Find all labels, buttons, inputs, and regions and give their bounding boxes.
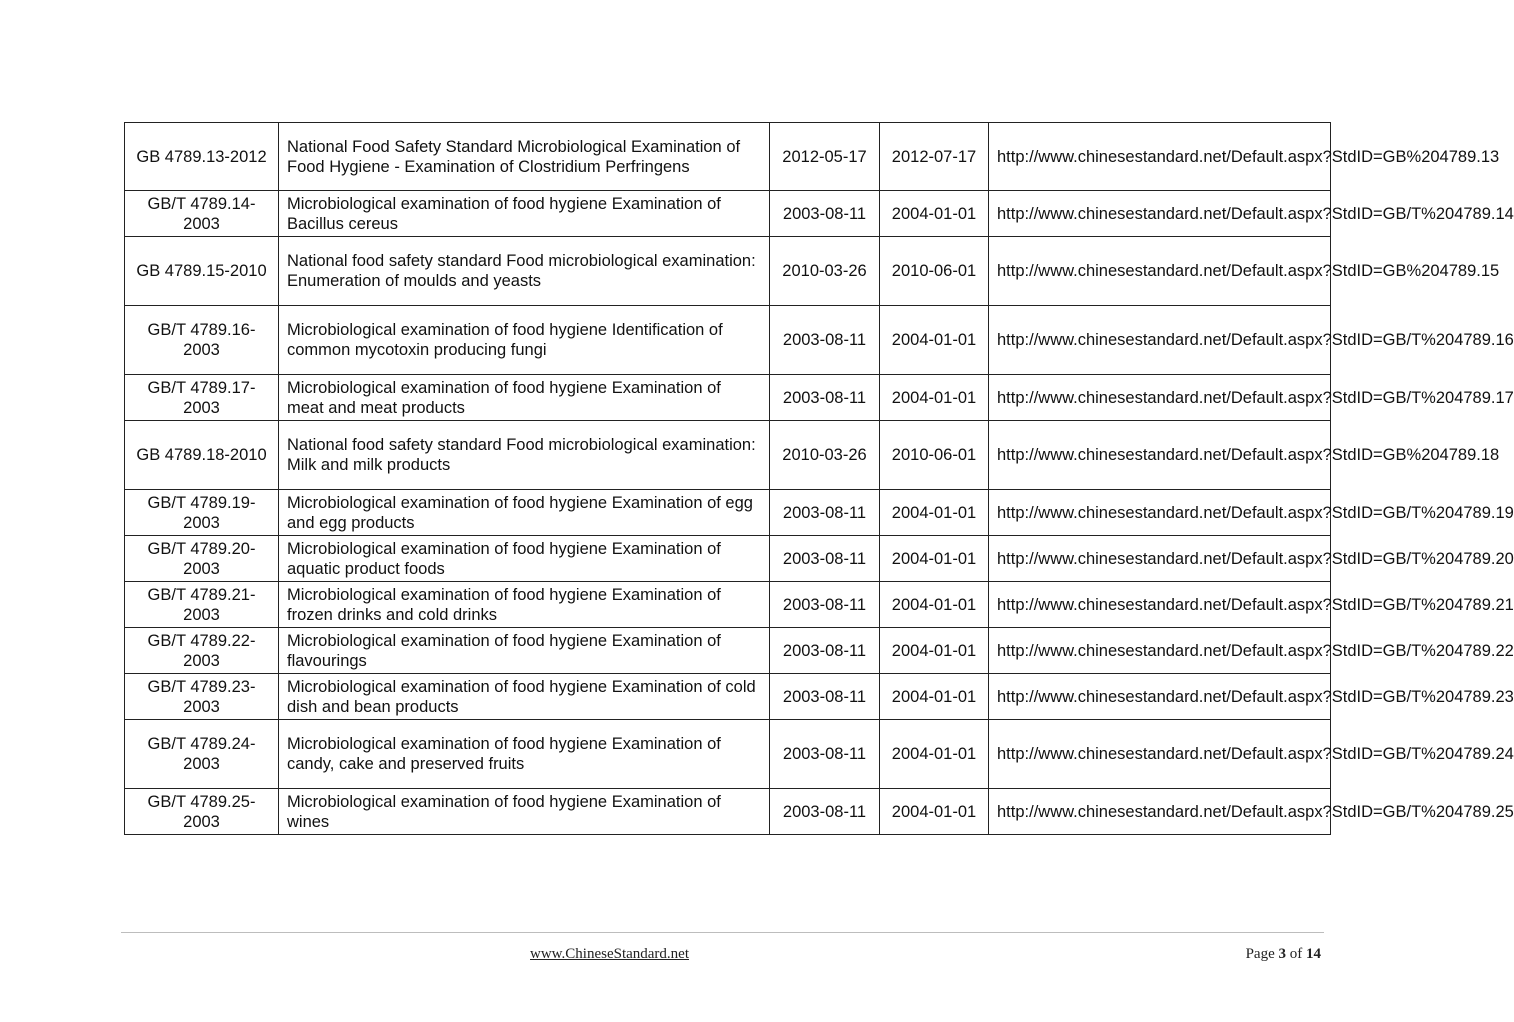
standard-code: GB/T 4789.24-2003 [125, 720, 279, 789]
effective-date: 2004-01-01 [880, 628, 989, 674]
standard-title: Microbiological examination of food hygiene Examination of wines [279, 789, 770, 835]
standard-code: GB/T 4789.14-2003 [125, 191, 279, 237]
page-of: of [1289, 946, 1303, 962]
standard-link-cell [989, 123, 1500, 191]
standard-title: Microbiological examination of food hygiene Examination of Bacillus cereus [279, 191, 770, 237]
standard-code: GB/T 4789.16-2003 [125, 306, 279, 375]
standard-code: GB/T 4789.19-2003 [125, 490, 279, 536]
effective-date: 2004-01-01 [880, 674, 989, 720]
standard-link-cell [989, 306, 1514, 375]
issue-date: 2010-03-26 [770, 237, 880, 306]
table-row [125, 628, 1331, 674]
standard-link[interactable]: http://www.chinesestandard.net/Default.aspx?StdID=GB/T%204789.25 [997, 802, 1514, 821]
issue-date: 2003-08-11 [770, 490, 880, 536]
issue-date: 2012-05-17 [770, 123, 880, 191]
standard-link[interactable]: http://www.chinesestandard.net/Default.aspx?StdID=GB/T%204789.20 [997, 549, 1514, 568]
page-total: 14 [1306, 946, 1321, 962]
effective-date: 2004-01-01 [880, 375, 989, 421]
footer-site-link[interactable]: www.ChineseStandard.net [530, 946, 689, 962]
standard-link-cell [989, 720, 1514, 789]
table-row [125, 123, 1331, 191]
standard-link-cell [989, 582, 1514, 628]
standard-code: GB/T 4789.23-2003 [125, 674, 279, 720]
standard-link-cell [989, 536, 1514, 582]
standard-link[interactable]: http://www.chinesestandard.net/Default.aspx?StdID=GB/T%204789.21 [997, 595, 1514, 614]
table-row [125, 421, 1331, 490]
table-row [125, 490, 1331, 536]
effective-date: 2004-01-01 [880, 720, 989, 789]
standard-title: Microbiological examination of food hygiene Examination of cold dish and bean products [279, 674, 770, 720]
table-row [125, 191, 1331, 237]
effective-date: 2012-07-17 [880, 123, 989, 191]
issue-date: 2003-08-11 [770, 536, 880, 582]
standard-link[interactable]: http://www.chinesestandard.net/Default.aspx?StdID=GB%204789.13 [997, 147, 1500, 166]
standard-title: Microbiological examination of food hygiene Examination of frozen drinks and cold drinks [279, 582, 770, 628]
standard-link-cell [989, 789, 1514, 835]
table-row [125, 720, 1331, 789]
issue-date: 2003-08-11 [770, 306, 880, 375]
standard-link[interactable]: http://www.chinesestandard.net/Default.aspx?StdID=GB/T%204789.19 [997, 503, 1514, 522]
table-row [125, 536, 1331, 582]
standard-link-cell [989, 237, 1500, 306]
effective-date: 2004-01-01 [880, 536, 989, 582]
issue-date: 2003-08-11 [770, 789, 880, 835]
effective-date: 2010-06-01 [880, 421, 989, 490]
issue-date: 2003-08-11 [770, 628, 880, 674]
issue-date: 2003-08-11 [770, 582, 880, 628]
standard-link[interactable]: http://www.chinesestandard.net/Default.aspx?StdID=GB/T%204789.14 [997, 204, 1514, 223]
page-word: Page [1245, 946, 1275, 962]
standard-code: GB 4789.15-2010 [125, 237, 279, 306]
standard-title: Microbiological examination of food hygiene Identification of common mycotoxin producing fungi [279, 306, 770, 375]
standard-code: GB/T 4789.22-2003 [125, 628, 279, 674]
standard-code: GB 4789.13-2012 [125, 123, 279, 191]
standard-link[interactable]: http://www.chinesestandard.net/Default.aspx?StdID=GB/T%204789.24 [997, 745, 1514, 763]
effective-date: 2004-01-01 [880, 490, 989, 536]
standard-link-cell [989, 375, 1514, 421]
table-row [125, 674, 1331, 720]
effective-date: 2004-01-01 [880, 191, 989, 237]
standard-link-cell [989, 191, 1514, 237]
standard-title: National food safety standard Food microbiological examination: Enumeration of moulds and yeasts [279, 237, 770, 306]
table-row [125, 582, 1331, 628]
standard-link-cell [989, 421, 1500, 490]
table-row [125, 306, 1331, 375]
table-row [125, 375, 1331, 421]
standard-link[interactable]: http://www.chinesestandard.net/Default.aspx?StdID=GB/T%204789.22 [997, 641, 1514, 660]
issue-date: 2003-08-11 [770, 375, 880, 421]
standard-link-cell [989, 628, 1514, 674]
standard-title: National food safety standard Food microbiological examination: Milk and milk products [279, 421, 770, 490]
page-number [1246, 946, 1321, 963]
standard-code: GB/T 4789.20-2003 [125, 536, 279, 582]
standard-title: Microbiological examination of food hygiene Examination of meat and meat products [279, 375, 770, 421]
standard-link[interactable]: http://www.chinesestandard.net/Default.aspx?StdID=GB%204789.15 [997, 262, 1500, 280]
page-current: 3 [1278, 946, 1286, 962]
footer-divider [121, 932, 1324, 933]
standard-title: Microbiological examination of food hygiene Examination of egg and egg products [279, 490, 770, 536]
standard-link-cell [989, 674, 1514, 720]
issue-date: 2010-03-26 [770, 421, 880, 490]
standard-title: Microbiological examination of food hygiene Examination of aquatic product foods [279, 536, 770, 582]
effective-date: 2010-06-01 [880, 237, 989, 306]
standard-link[interactable]: http://www.chinesestandard.net/Default.aspx?StdID=GB/T%204789.17 [997, 388, 1514, 407]
standard-title: National Food Safety Standard Microbiological Examination of Food Hygiene - Examination of Clostridium Perfringens [279, 123, 770, 191]
standard-code: GB 4789.18-2010 [125, 421, 279, 490]
standard-title: Microbiological examination of food hygiene Examination of candy, cake and preserved fruits [279, 720, 770, 789]
standard-link-cell [989, 490, 1514, 536]
standard-code: GB/T 4789.17-2003 [125, 375, 279, 421]
issue-date: 2003-08-11 [770, 191, 880, 237]
standard-link[interactable]: http://www.chinesestandard.net/Default.aspx?StdID=GB/T%204789.16 [997, 331, 1514, 349]
table-row [125, 789, 1331, 835]
standard-code: GB/T 4789.21-2003 [125, 582, 279, 628]
standards-table [124, 122, 1514, 835]
standard-link[interactable]: http://www.chinesestandard.net/Default.aspx?StdID=GB/T%204789.23 [997, 687, 1514, 706]
effective-date: 2004-01-01 [880, 789, 989, 835]
table-row [125, 237, 1331, 306]
issue-date: 2003-08-11 [770, 720, 880, 789]
issue-date: 2003-08-11 [770, 674, 880, 720]
standard-title: Microbiological examination of food hygiene Examination of flavourings [279, 628, 770, 674]
standard-link[interactable]: http://www.chinesestandard.net/Default.aspx?StdID=GB%204789.18 [997, 446, 1500, 464]
effective-date: 2004-01-01 [880, 582, 989, 628]
effective-date: 2004-01-01 [880, 306, 989, 375]
standard-code: GB/T 4789.25-2003 [125, 789, 279, 835]
